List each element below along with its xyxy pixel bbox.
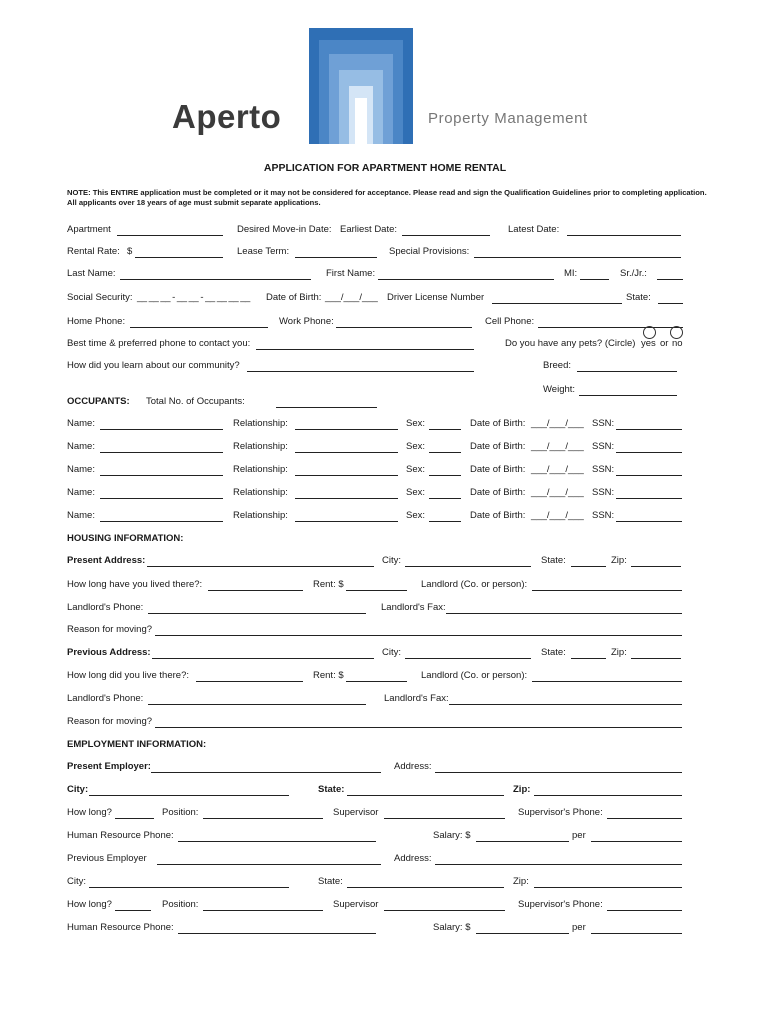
label-previous-rent: Rent: $: [313, 670, 344, 681]
row-rental: [0, 244, 770, 260]
label-present-employer-state: State:: [318, 784, 345, 795]
application-note: NOTE: This ENTIRE application must be completed or it may not be considered for acceptance. Please read and sign the Qualification Guidelines prior to completing application. All applicants over 18 years of age must submit separate applications.: [67, 188, 707, 207]
present-employer-state-field[interactable]: [347, 795, 504, 796]
label-apartment: Apartment: [67, 224, 111, 235]
label-present-position: Position:: [162, 807, 199, 818]
label-total-occupants: Total No. of Occupants:: [146, 396, 245, 407]
occupant-row: [0, 462, 770, 478]
previous-reason-field[interactable]: [155, 727, 682, 728]
occupant-sex-field[interactable]: [429, 452, 461, 453]
occupant-ssn-field[interactable]: [616, 429, 682, 430]
label-latest-date: Latest Date:: [508, 224, 560, 235]
row-occupants-heading: [0, 394, 770, 410]
occupant-row: [0, 439, 770, 455]
previous-landlord-field[interactable]: [532, 681, 682, 682]
label-date-of-birth: Date of Birth:: [266, 292, 322, 303]
label-previous-salary: Salary: $: [433, 922, 471, 933]
label-occupant-dob: Date of Birth:: [470, 441, 526, 452]
label-present-landlord-phone: Landlord's Phone:: [67, 602, 144, 613]
label-home-phone: Home Phone:: [67, 316, 126, 327]
previous-address-field[interactable]: [152, 658, 374, 659]
label-how-long-did: How long did you live there?:: [67, 670, 189, 681]
label-present-landlord-fax: Landlord's Fax:: [381, 602, 446, 613]
label-occupant-ssn: SSN:: [592, 418, 615, 429]
section-occupants-heading: OCCUPANTS:: [67, 396, 130, 407]
previous-rent-field[interactable]: [346, 681, 407, 682]
special-provisions-field[interactable]: [474, 257, 681, 258]
label-last-name: Last Name:: [67, 268, 116, 279]
row-present-reason: [0, 622, 770, 638]
label-present-state: State:: [541, 555, 566, 566]
label-present-hr-phone: Human Resource Phone:: [67, 830, 174, 841]
cell-phone-field[interactable]: [538, 327, 683, 328]
rental-rate-field[interactable]: [135, 257, 223, 258]
previous-salary-field[interactable]: [476, 933, 569, 934]
row-community-breed: [0, 358, 770, 374]
label-previous-employer-address: Address:: [394, 853, 432, 864]
sr-jr-field[interactable]: [657, 279, 683, 280]
label-previous-how-long: How long?: [67, 899, 112, 910]
occupant-relationship-field[interactable]: [295, 498, 398, 499]
present-rent-field[interactable]: [346, 590, 407, 591]
row-previous-landlord-contact: [0, 691, 770, 707]
row-previous-tenure: [0, 668, 770, 684]
logo-tagline: Property Management: [428, 110, 588, 127]
label-present-employer-zip: Zip:: [513, 784, 531, 795]
present-employer-field[interactable]: [151, 772, 381, 773]
label-occupant-name: Name:: [67, 418, 95, 429]
row-identity: [0, 290, 770, 306]
present-salary-field[interactable]: [476, 841, 569, 842]
present-city-field[interactable]: [405, 566, 531, 567]
label-present-employer: Present Employer:: [67, 761, 151, 772]
label-rental-rate: Rental Rate:: [67, 246, 120, 257]
label-cell-phone: Cell Phone:: [485, 316, 535, 327]
row-apartment-dates: [0, 222, 770, 238]
how-long-lived-field[interactable]: [208, 590, 303, 591]
previous-how-long-field[interactable]: [115, 910, 151, 911]
label-occupant-name: Name:: [67, 441, 95, 452]
present-employer-zip-field[interactable]: [534, 795, 682, 796]
label-previous-hr-phone: Human Resource Phone:: [67, 922, 174, 933]
home-phone-field[interactable]: [130, 327, 268, 328]
section-housing-heading: HOUSING INFORMATION:: [67, 533, 184, 544]
occupant-name-field[interactable]: [100, 475, 223, 476]
label-previous-reason: Reason for moving?: [67, 716, 153, 727]
label-breed: Breed:: [543, 360, 571, 371]
row-previous-address: [0, 645, 770, 661]
label-present-employer-address: Address:: [394, 761, 432, 772]
label-sr-jr: Sr./Jr.:: [620, 268, 647, 279]
occupant-row: [0, 508, 770, 524]
label-community: How did you learn about our community?: [67, 360, 240, 371]
label-earliest-date: Earliest Date:: [340, 224, 398, 235]
row-previous-employer: [0, 851, 770, 867]
label-social-security: Social Security:: [67, 292, 133, 303]
label-previous-employer-city: City:: [67, 876, 86, 887]
previous-salary-period-field[interactable]: [591, 933, 682, 934]
label-previous-employer-zip: Zip:: [513, 876, 529, 887]
occupant-sex-field[interactable]: [429, 498, 461, 499]
occupant-ssn-field[interactable]: [616, 452, 682, 453]
label-occupant-sex: Sex:: [406, 418, 426, 429]
previous-supervisor-field[interactable]: [384, 910, 505, 911]
label-dl-state: State:: [626, 292, 651, 303]
label-work-phone: Work Phone:: [279, 316, 334, 327]
present-address-field[interactable]: [147, 566, 374, 567]
present-how-long-field[interactable]: [115, 818, 154, 819]
label-best-time: Best time & preferred phone to contact you:: [67, 338, 251, 349]
lease-term-field[interactable]: [295, 257, 377, 258]
label-present-zip: Zip:: [611, 555, 627, 566]
label-present-salary: Salary: $: [433, 830, 471, 841]
occupant-dob-field[interactable]: ___/___/___: [531, 510, 584, 521]
row-names: [0, 266, 770, 282]
label-first-name: First Name:: [326, 268, 376, 279]
label-present-per: per: [572, 830, 586, 841]
label-previous-landlord-fax: Landlord's Fax:: [384, 693, 449, 704]
occupant-name-field[interactable]: [100, 498, 223, 499]
label-mi: MI:: [564, 268, 578, 279]
pets-or-text: or: [660, 338, 669, 349]
best-time-field[interactable]: [256, 349, 474, 350]
label-occupant-relationship: Relationship:: [233, 510, 288, 521]
label-occupant-ssn: SSN:: [592, 464, 615, 475]
label-occupant-relationship: Relationship:: [233, 418, 288, 429]
present-zip-field[interactable]: [631, 566, 681, 567]
label-occupant-sex: Sex:: [406, 464, 426, 475]
present-employer-address-field[interactable]: [435, 772, 682, 773]
row-previous-employer-hr: [0, 920, 770, 936]
occupant-relationship-field[interactable]: [295, 452, 398, 453]
row-present-tenure: [0, 577, 770, 593]
mi-field[interactable]: [580, 279, 609, 280]
occupant-sex-field[interactable]: [429, 475, 461, 476]
pets-yes-option[interactable]: yes: [641, 338, 656, 349]
label-occupant-ssn: SSN:: [592, 441, 615, 452]
row-present-employer-role: [0, 805, 770, 821]
label-occupant-relationship: Relationship:: [233, 487, 288, 498]
previous-employer-state-field[interactable]: [347, 887, 504, 888]
present-landlord-phone-field[interactable]: [148, 613, 366, 614]
work-phone-field[interactable]: [336, 327, 472, 328]
label-occupant-relationship: Relationship:: [233, 441, 288, 452]
ssn-field[interactable]: __ __ __ - __ __ - __ __ __ __: [137, 292, 250, 303]
label-how-long-lived: How long have you lived there?:: [67, 579, 203, 590]
occupant-sex-field[interactable]: [429, 429, 461, 430]
label-occupant-dob: Date of Birth:: [470, 464, 526, 475]
row-present-address: [0, 553, 770, 569]
label-previous-state: State:: [541, 647, 566, 658]
previous-state-field[interactable]: [571, 658, 606, 659]
occupant-ssn-field[interactable]: [616, 475, 682, 476]
label-occupant-ssn: SSN:: [592, 510, 615, 521]
label-occupant-sex: Sex:: [406, 441, 426, 452]
label-present-supervisor-phone: Supervisor's Phone:: [518, 807, 603, 818]
occupant-dob-field[interactable]: ___/___/___: [531, 464, 584, 475]
previous-supervisor-phone-field[interactable]: [607, 910, 682, 911]
label-occupant-dob: Date of Birth:: [470, 487, 526, 498]
present-landlord-fax-field[interactable]: [446, 613, 682, 614]
occupant-ssn-field[interactable]: [616, 521, 682, 522]
label-previous-position: Position:: [162, 899, 199, 910]
row-present-employer: [0, 759, 770, 775]
label-previous-landlord: Landlord (Co. or person):: [421, 670, 528, 681]
dob-field[interactable]: ___/___/___: [325, 292, 378, 303]
latest-date-field[interactable]: [567, 235, 681, 236]
present-salary-period-field[interactable]: [591, 841, 682, 842]
dl-state-field[interactable]: [658, 303, 683, 304]
row-present-employer-hr: [0, 828, 770, 844]
label-occupant-name: Name:: [67, 487, 95, 498]
label-occupant-sex: Sex:: [406, 510, 426, 521]
section-employment-heading: EMPLOYMENT INFORMATION:: [67, 739, 207, 750]
previous-city-field[interactable]: [405, 658, 531, 659]
row-housing-heading: [0, 531, 770, 547]
doorway-logo-icon: [309, 28, 413, 144]
label-special-provisions: Special Provisions:: [389, 246, 470, 257]
previous-employer-city-field[interactable]: [89, 887, 289, 888]
last-name-field[interactable]: [120, 279, 311, 280]
label-present-address: Present Address:: [67, 555, 146, 566]
present-reason-field[interactable]: [155, 635, 682, 636]
label-present-how-long: How long?: [67, 807, 112, 818]
label-previous-supervisor-phone: Supervisor's Phone:: [518, 899, 603, 910]
breed-field[interactable]: [577, 371, 677, 372]
occupant-dob-field[interactable]: ___/___/___: [531, 441, 584, 452]
earliest-date-field[interactable]: [402, 235, 490, 236]
rate-dollar-sign: $: [127, 246, 133, 257]
label-occupant-relationship: Relationship:: [233, 464, 288, 475]
logo-wordmark: Aperto: [172, 98, 282, 135]
previous-employer-field[interactable]: [157, 864, 381, 865]
present-landlord-field[interactable]: [532, 590, 682, 591]
present-state-field[interactable]: [571, 566, 606, 567]
label-weight: Weight:: [543, 384, 576, 395]
row-previous-employer-role: [0, 897, 770, 913]
previous-zip-field[interactable]: [631, 658, 681, 659]
pets-no-option[interactable]: no: [672, 338, 683, 349]
page-title: APPLICATION FOR APARTMENT HOME RENTAL: [263, 162, 507, 174]
label-previous-landlord-phone: Landlord's Phone:: [67, 693, 144, 704]
row-contact-pets: [0, 336, 770, 352]
label-present-rent: Rent: $: [313, 579, 344, 590]
apartment-field[interactable]: [117, 235, 223, 236]
label-present-reason: Reason for moving?: [67, 624, 153, 635]
label-occupant-dob: Date of Birth:: [470, 418, 526, 429]
occupant-relationship-field[interactable]: [295, 429, 398, 430]
label-occupant-name: Name:: [67, 510, 95, 521]
previous-employer-zip-field[interactable]: [534, 887, 682, 888]
label-desired-move-in: Desired Move-in Date:: [237, 224, 332, 235]
row-previous-employer-location: [0, 874, 770, 890]
previous-employer-address-field[interactable]: [435, 864, 682, 865]
occupant-name-field[interactable]: [100, 429, 223, 430]
label-previous-per: per: [572, 922, 586, 933]
community-field[interactable]: [247, 371, 474, 372]
occupant-relationship-field[interactable]: [295, 521, 398, 522]
label-lease-term: Lease Term:: [237, 246, 290, 257]
label-pets-question: Do you have any pets? (Circle): [505, 338, 636, 349]
total-occupants-field[interactable]: [276, 407, 377, 408]
previous-landlord-fax-field[interactable]: [449, 704, 682, 705]
label-present-landlord: Landlord (Co. or person):: [421, 579, 528, 590]
label-occupant-sex: Sex:: [406, 487, 426, 498]
label-driver-license: Driver License Number: [387, 292, 485, 303]
driver-license-field[interactable]: [492, 303, 622, 304]
label-previous-city: City:: [382, 647, 401, 658]
label-occupant-ssn: SSN:: [592, 487, 615, 498]
row-present-employer-location: [0, 782, 770, 798]
occupant-name-field[interactable]: [100, 452, 223, 453]
occupant-row: [0, 416, 770, 432]
previous-position-field[interactable]: [203, 910, 323, 911]
label-previous-employer: Previous Employer: [67, 853, 147, 864]
label-present-supervisor: Supervisor: [333, 807, 379, 818]
occupant-ssn-field[interactable]: [616, 498, 682, 499]
occupant-row: [0, 485, 770, 501]
row-employment-heading: [0, 737, 770, 753]
occupant-relationship-field[interactable]: [295, 475, 398, 476]
label-present-city: City:: [382, 555, 401, 566]
label-occupant-name: Name:: [67, 464, 95, 475]
present-employer-city-field[interactable]: [89, 795, 289, 796]
label-previous-zip: Zip:: [611, 647, 627, 658]
how-long-did-field[interactable]: [196, 681, 303, 682]
first-name-field[interactable]: [378, 279, 554, 280]
label-present-employer-city: City:: [67, 784, 89, 795]
present-supervisor-phone-field[interactable]: [607, 818, 682, 819]
occupant-dob-field[interactable]: ___/___/___: [531, 487, 584, 498]
label-occupant-dob: Date of Birth:: [470, 510, 526, 521]
occupant-name-field[interactable]: [100, 521, 223, 522]
label-previous-employer-state: State:: [318, 876, 343, 887]
occupant-sex-field[interactable]: [429, 521, 461, 522]
previous-hr-phone-field[interactable]: [178, 933, 376, 934]
present-hr-phone-field[interactable]: [178, 841, 376, 842]
row-previous-reason: [0, 714, 770, 730]
previous-landlord-phone-field[interactable]: [148, 704, 366, 705]
occupant-dob-field[interactable]: ___/___/___: [531, 418, 584, 429]
label-previous-supervisor: Supervisor: [333, 899, 379, 910]
present-supervisor-field[interactable]: [384, 818, 505, 819]
row-present-landlord-contact: [0, 600, 770, 616]
label-previous-address: Previous Address:: [67, 647, 151, 658]
present-position-field[interactable]: [203, 818, 323, 819]
